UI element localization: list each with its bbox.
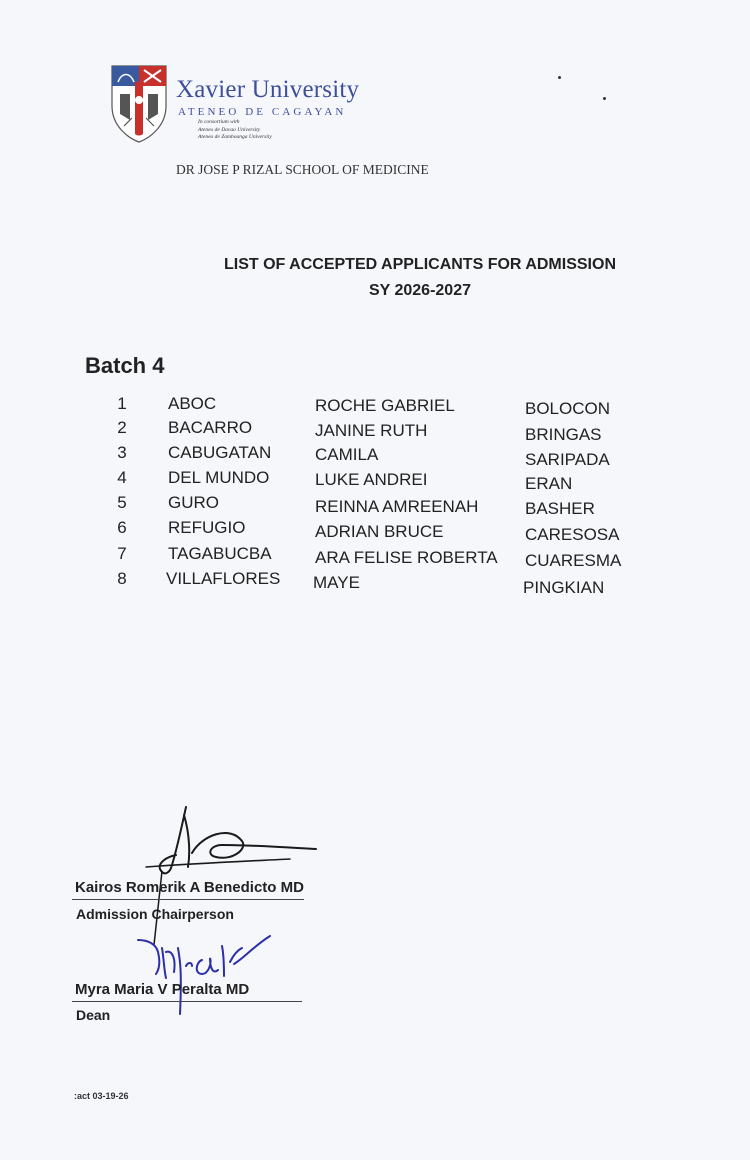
applicant-middle-name: BOLOCON	[525, 399, 611, 418]
applicant-number: 1	[117, 394, 127, 413]
consortium-line: Ateneo de Davao University	[198, 126, 261, 133]
document-title: LIST OF ACCEPTED APPLICANTS FOR ADMISSION	[223, 256, 616, 273]
list-item	[0, 544, 750, 568]
applicant-middle-name: BRINGAS	[525, 425, 602, 444]
applicant-number: 4	[117, 468, 127, 487]
batch-heading: Batch 4	[85, 353, 165, 378]
applicant-first-name: ARA FELISE ROBERTA	[315, 548, 498, 567]
list-item	[0, 493, 750, 517]
scan-speck	[558, 76, 561, 79]
university-subtitle: ATENEO DE CAGAYAN	[178, 106, 347, 118]
applicant-middle-name: ERAN	[525, 474, 573, 493]
applicant-first-name: JANINE RUTH	[315, 421, 428, 440]
applicant-number: 6	[117, 518, 127, 537]
list-item	[0, 394, 750, 418]
dean-title: Dean	[76, 1007, 111, 1023]
applicant-middle-name: CUARESMA	[525, 551, 622, 570]
dean-signature-icon	[130, 928, 280, 1018]
signature-line	[72, 1001, 302, 1002]
applicant-surname: CABUGATAN	[168, 443, 272, 462]
chairperson-title: Admission Chairperson	[76, 906, 234, 922]
list-item	[0, 418, 750, 442]
applicant-surname: GURO	[168, 493, 219, 512]
chairperson-signature-icon	[140, 805, 320, 885]
applicant-first-name: MAYE	[313, 573, 360, 592]
applicant-first-name: ADRIAN BRUCE	[315, 522, 444, 541]
list-item	[0, 443, 750, 467]
consortium-note	[198, 119, 272, 142]
document-code: :act 03-19-26	[74, 1091, 129, 1101]
applicant-first-name: REINNA AMREENAH	[315, 497, 479, 516]
university-name: Xavier University	[176, 76, 360, 103]
consortium-line: In consortium with	[198, 119, 240, 125]
applicant-number: 3	[117, 443, 127, 462]
applicant-first-name: LUKE ANDREI	[315, 470, 428, 489]
consortium-line: Ateneo de Zamboanga University	[198, 134, 272, 140]
applicant-surname: DEL MUNDO	[168, 468, 270, 487]
applicant-surname: TAGABUCBA	[168, 544, 272, 563]
university-crest-icon	[110, 64, 168, 144]
list-item	[0, 518, 750, 542]
applicant-number: 5	[117, 493, 127, 512]
applicant-first-name: CAMILA	[315, 445, 379, 464]
applicant-surname: VILLAFLORES	[166, 569, 281, 588]
chairperson-name: Kairos Romerik A Benedicto MD	[75, 879, 304, 896]
applicant-number: 8	[117, 569, 127, 588]
school-name: DR JOSE P RIZAL SCHOOL OF MEDICINE	[176, 162, 429, 177]
applicant-number: 7	[117, 544, 127, 563]
applicant-middle-name: PINGKIAN	[523, 578, 605, 597]
applicant-surname: REFUGIO	[168, 518, 246, 537]
applicant-middle-name: SARIPADA	[525, 450, 610, 469]
list-item	[0, 468, 750, 492]
list-item	[0, 569, 750, 597]
applicant-middle-name: CARESOSA	[525, 525, 620, 544]
signature-line	[72, 899, 304, 900]
applicant-surname: BACARRO	[168, 418, 253, 437]
applicant-surname: ABOC	[168, 394, 217, 413]
school-year: SY 2026-2027	[368, 282, 471, 299]
applicant-number: 2	[117, 418, 127, 437]
dean-name: Myra Maria V Peralta MD	[75, 981, 250, 998]
scan-speck	[603, 97, 606, 100]
applicant-first-name: ROCHE GABRIEL	[315, 396, 455, 415]
applicant-middle-name: BASHER	[525, 499, 595, 518]
